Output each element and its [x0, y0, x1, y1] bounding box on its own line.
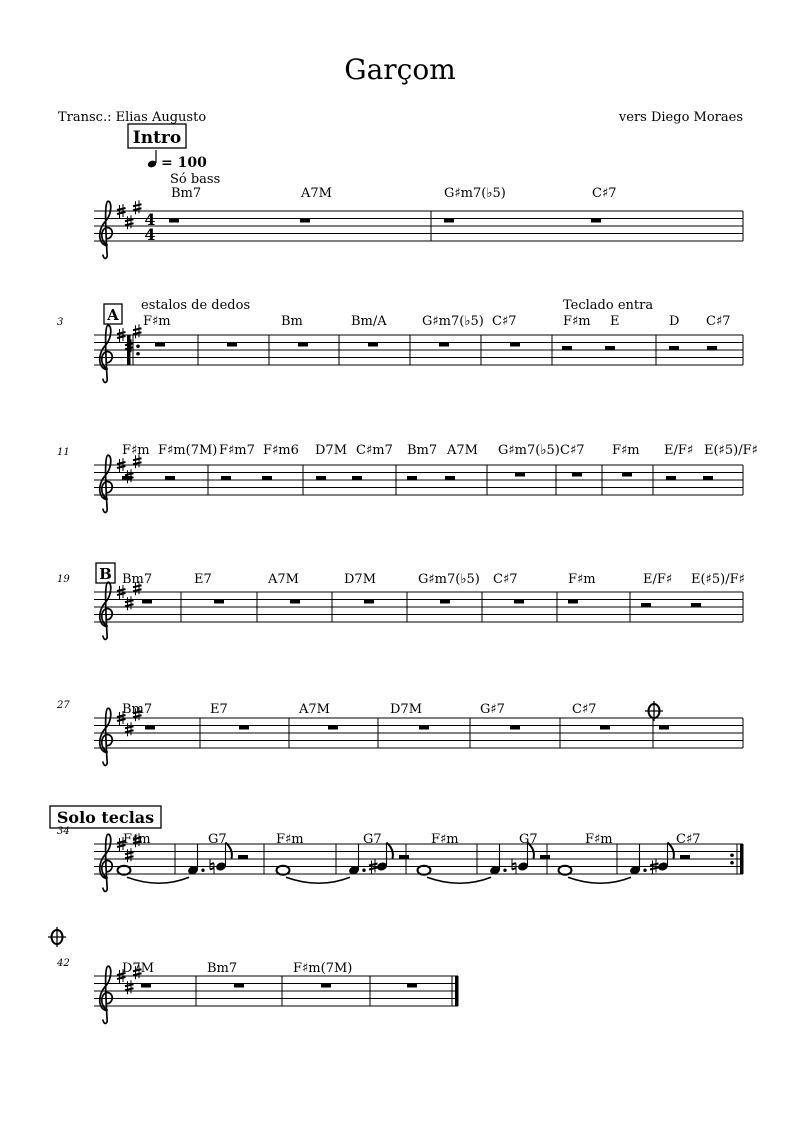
half-rest [445, 476, 455, 480]
staff-systems [48, 200, 758, 1023]
chord-symbol: C♯7 [572, 702, 597, 717]
half-rest [262, 476, 272, 480]
chord-symbol: E7 [194, 572, 212, 587]
whole-rest [142, 600, 152, 604]
whole-rest [239, 726, 249, 730]
sharp-bar [369, 864, 378, 866]
chord-symbol: E(♯5)/F♯ [704, 443, 758, 458]
sharp-bar [125, 600, 134, 602]
note-dot [201, 869, 204, 872]
chord-symbol: A7M [268, 572, 299, 587]
whole-rest [440, 600, 450, 604]
time-signature-bottom: 4 [144, 225, 156, 244]
staff-system [57, 826, 744, 891]
chord-symbol: D7M [344, 572, 377, 587]
chord-symbol: C♯7 [492, 314, 517, 329]
sharp-bar [117, 208, 126, 210]
whole-rest [290, 600, 300, 604]
half-rest [407, 476, 417, 480]
chord-symbol: Bm7 [122, 572, 153, 587]
chord-symbol: Bm7 [207, 961, 238, 976]
chord-symbol: A7M [301, 186, 332, 201]
chord-symbol: G7 [363, 832, 382, 847]
rehearsal-mark-solo-label: Solo teclas [56, 808, 155, 827]
sharp-bar [117, 336, 126, 338]
chord-symbol: D7M [390, 702, 423, 717]
chord-symbol: D7M [315, 443, 348, 458]
half-rest [316, 476, 326, 480]
whole-rest [600, 726, 610, 730]
treble-clef [100, 834, 113, 891]
chord-symbol: E/F♯ [664, 443, 694, 458]
whole-rest [568, 600, 578, 604]
chord-symbol: E(♯5)/F♯ [691, 572, 745, 587]
chord-symbol: C♯7 [592, 186, 617, 201]
whole-rest [364, 600, 374, 604]
chord-symbol: G♯m7(♭5) [498, 443, 560, 458]
half-rest [399, 855, 409, 859]
sharp-bar [117, 462, 126, 464]
chord-symbol: F♯m [585, 832, 613, 847]
whole-rest [328, 726, 338, 730]
chord-symbol: E7 [210, 702, 228, 717]
whole-rest [591, 219, 601, 223]
whole-rest [622, 473, 632, 477]
half-rest [221, 476, 231, 480]
chord-symbol: G♯m7(♭5) [418, 572, 480, 587]
chord-symbol: G7 [519, 832, 538, 847]
arranger-credit: Transc.: Elias Augusto [58, 110, 207, 125]
chord-symbol: F♯m [568, 572, 596, 587]
half-rest [680, 855, 690, 859]
half-rest [562, 346, 572, 350]
sharp-bar [125, 856, 134, 858]
half-rest [703, 476, 713, 480]
chord-symbol: E [610, 314, 620, 329]
staff-text: Teclado entra [563, 298, 654, 313]
chord-symbol: C♯m7 [356, 443, 393, 458]
chord-symbol: F♯m [612, 443, 640, 458]
staff-system [57, 572, 745, 639]
tie [286, 877, 350, 883]
tempo-marking [147, 150, 207, 171]
staff-system [94, 200, 743, 258]
sharp-bar [133, 589, 142, 591]
repeat-dot [730, 861, 734, 865]
chord-symbol: Bm7 [407, 443, 438, 458]
whole-rest [227, 343, 237, 347]
half-rest [641, 603, 651, 607]
sharp-bar [133, 208, 142, 210]
chord-symbol: F♯m [563, 314, 591, 329]
rehearsal-mark-a [104, 304, 122, 324]
measure-number: 34 [57, 826, 70, 837]
measure-number: 3 [57, 317, 64, 328]
whole-rest [234, 984, 244, 988]
chord-symbol: D [669, 314, 680, 329]
half-rest [122, 476, 132, 480]
sharp-bar [125, 726, 134, 728]
sharp-bar [133, 328, 142, 330]
sharp-bar [133, 332, 142, 334]
half-rest [238, 855, 248, 859]
sharp-bar [117, 589, 126, 591]
whole-rest [145, 726, 155, 730]
whole-rest [155, 343, 165, 347]
tie [568, 877, 631, 883]
chord-symbol: F♯m [123, 832, 151, 847]
whole-rest [300, 219, 310, 223]
sharp-bar [125, 223, 134, 225]
whole-rest [419, 726, 429, 730]
tie [427, 877, 491, 883]
chord-symbol: F♯m7 [219, 443, 255, 458]
sharp-bar [117, 593, 126, 595]
tie [127, 877, 189, 883]
natural-sign [512, 868, 516, 870]
treble-clef [100, 455, 113, 512]
sharp-bar [133, 462, 142, 464]
whole-rest [214, 600, 224, 604]
composer-credit: vers Diego Moraes [618, 110, 743, 125]
treble-clef [100, 325, 113, 382]
sharp-bar [125, 473, 134, 475]
chord-symbol: C♯7 [493, 572, 518, 587]
chord-symbol: Bm7 [171, 186, 202, 201]
note-dot [643, 869, 646, 872]
repeat-dot [730, 853, 734, 857]
note-dot [503, 869, 506, 872]
note-dot [362, 869, 365, 872]
repeat-dot [136, 352, 140, 356]
chord-symbol: Bm/A [351, 314, 387, 329]
repeat-start-barline [127, 335, 131, 365]
whole-rest [510, 726, 520, 730]
sharp-bar [117, 212, 126, 214]
note-flag [668, 843, 674, 859]
chord-symbol: F♯m(7M) [158, 443, 218, 458]
whole-rest [659, 726, 669, 730]
whole-rest [169, 219, 179, 223]
tempo-value: = 100 [161, 155, 207, 171]
whole-rest [321, 984, 331, 988]
whole-rest [141, 984, 151, 988]
song-title: Garçom [344, 53, 456, 86]
chord-symbol: F♯m [276, 832, 304, 847]
whole-note [118, 866, 131, 875]
natural-sign [210, 863, 214, 865]
sharp-bar [117, 466, 126, 468]
half-rest [352, 476, 362, 480]
sharp-bar [125, 988, 134, 990]
chord-symbol: F♯m [143, 314, 171, 329]
note-flag [387, 843, 393, 859]
treble-clef [100, 708, 113, 765]
chord-symbol: F♯m [431, 832, 459, 847]
sharp-bar [650, 868, 659, 870]
half-rest [165, 476, 175, 480]
chord-symbol: A7M [299, 702, 330, 717]
chord-symbol: Bm [281, 314, 303, 329]
staff-system [56, 700, 743, 765]
rehearsal-mark-a-label: A [107, 306, 119, 324]
treble-clef [100, 582, 113, 639]
whole-rest [439, 343, 449, 347]
chord-symbol: E/F♯ [643, 572, 673, 587]
whole-note [559, 866, 572, 875]
chord-symbol: C♯7 [706, 314, 731, 329]
whole-rest [510, 343, 520, 347]
repeat-dot [136, 344, 140, 348]
chord-symbol: C♯7 [676, 832, 701, 847]
sharp-bar [133, 204, 142, 206]
chord-symbol: G♯m7(♭5) [422, 314, 484, 329]
sharp-bar [133, 458, 142, 460]
whole-note [418, 866, 431, 875]
treble-clef [100, 201, 113, 258]
half-rest [540, 855, 550, 859]
natural-sign [512, 863, 516, 865]
chord-symbol: F♯m(7M) [293, 961, 353, 976]
half-rest [707, 346, 717, 350]
whole-rest [572, 473, 582, 477]
chord-symbol: F♯m [122, 443, 150, 458]
chord-symbol: F♯m6 [263, 443, 299, 458]
rehearsal-mark-b [96, 563, 115, 583]
rehearsal-mark-intro-label: Intro [132, 128, 182, 148]
whole-rest [444, 219, 454, 223]
sharp-bar [125, 730, 134, 732]
rehearsal-mark-b-label: B [99, 565, 112, 583]
half-rest [605, 346, 615, 350]
intro-annotation: Só bass [170, 172, 221, 187]
sharp-bar [125, 852, 134, 854]
time-signature-top: 4 [144, 210, 156, 229]
treble-clef [100, 966, 113, 1023]
chord-symbol: C♯7 [560, 443, 585, 458]
sharp-bar [125, 984, 134, 986]
chord-symbol: G7 [208, 832, 227, 847]
chord-symbol: D7M [122, 961, 155, 976]
whole-rest [514, 600, 524, 604]
sharp-bar [117, 332, 126, 334]
whole-rest [515, 473, 525, 477]
rehearsal-mark-intro [128, 124, 186, 148]
sharp-bar [125, 219, 134, 221]
chord-symbol: A7M [447, 443, 478, 458]
measure-number: 19 [57, 574, 70, 585]
staff-system [48, 927, 459, 1023]
whole-rest [368, 343, 378, 347]
sharp-bar [117, 977, 126, 979]
repeat-end-barline [740, 844, 744, 874]
staff-text: estalos de dedos [141, 298, 251, 313]
whole-rest [407, 984, 417, 988]
whole-note [277, 866, 290, 875]
rehearsal-mark-solo [50, 806, 161, 828]
staff-system [57, 443, 758, 512]
half-rest [669, 346, 679, 350]
half-rest [666, 476, 676, 480]
measure-number: 11 [57, 447, 70, 458]
measure-number: 42 [57, 958, 70, 969]
whole-rest [298, 343, 308, 347]
chord-symbol: G♯m7(♭5) [444, 186, 506, 201]
half-rest [691, 603, 701, 607]
measure-number: 27 [57, 700, 70, 711]
sharp-bar [125, 604, 134, 606]
sharp-bar [117, 719, 126, 721]
chord-symbol: Bm7 [122, 702, 153, 717]
staff-system [57, 314, 743, 382]
sharp-bar [650, 864, 659, 866]
final-barline [455, 976, 459, 1006]
sharp-bar [369, 868, 378, 870]
natural-sign [210, 868, 214, 870]
chord-symbol: G♯7 [480, 702, 505, 717]
